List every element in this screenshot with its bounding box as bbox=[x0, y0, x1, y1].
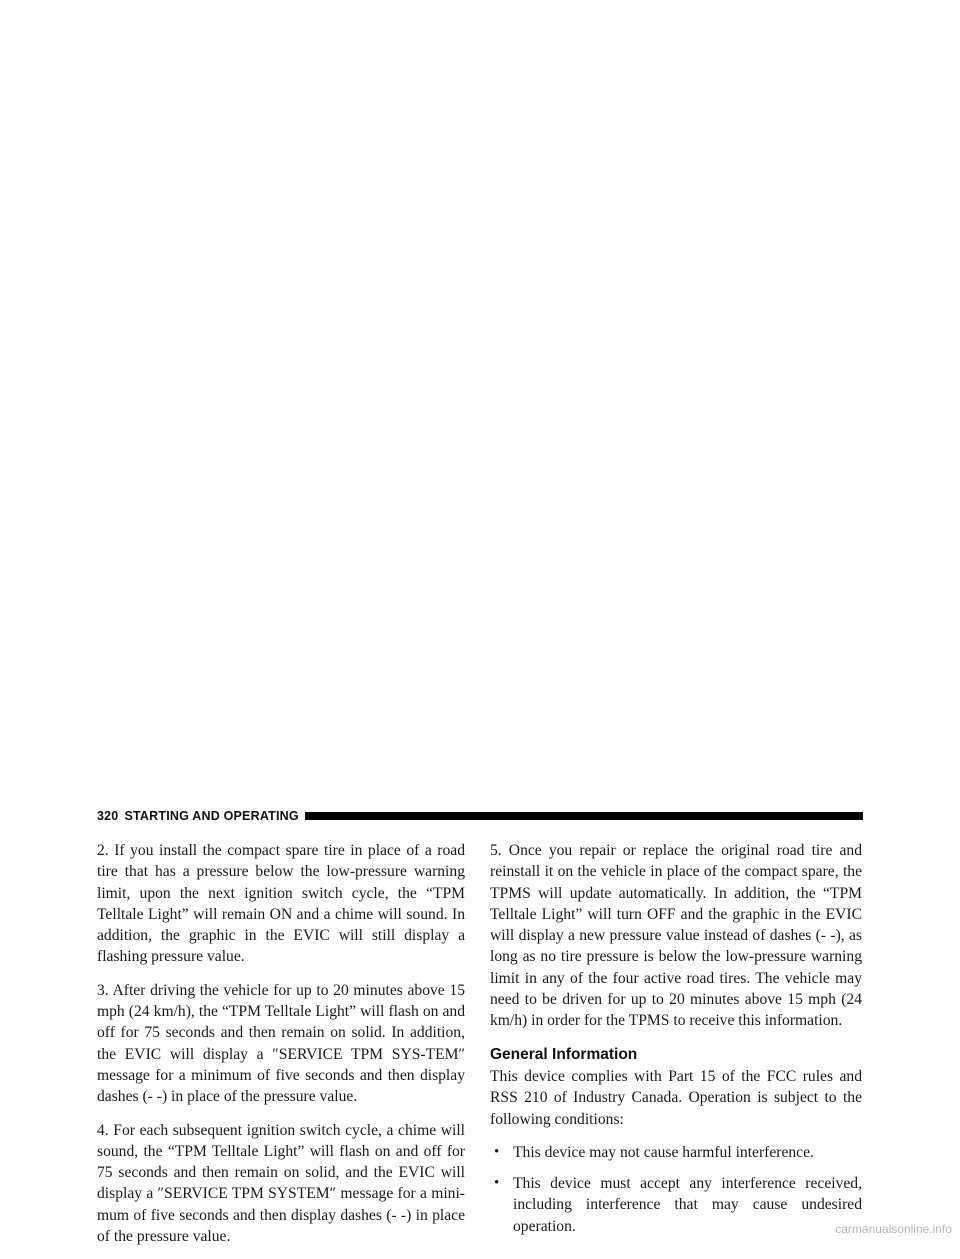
conditions-list bbox=[490, 1142, 862, 1237]
paragraph-step-5: 5. Once you repair or replace the original road tire and reinstall it on the vehicle in place of the compact spare, the TPMS will update automatically. In addition, the “TPM Telltale Light” will turn OFF and the graphic in the EVIC will display a new pressure value instead of dashes (- -), as long as no tire pressure is below the low-pressure warning limit in any of the four active road tires. The vehicle may need to be driven for up to 20 minutes above 15 mph (24 km/h) in order for the TPMS to receive this information. bbox=[490, 842, 862, 1030]
paragraph-step-4: 4. For each subsequent ignition switch cycle, a chime will sound, the “TPM Telltale Light” will flash on and off for 75 seconds and then remain on solid, and the EVIC will display a ″SERVICE TPM SYSTEM″ message for a mini-mum of five seconds and then display dashes (- -) in place of the pressure value. bbox=[97, 1121, 465, 1246]
page-number: 320 bbox=[97, 809, 119, 823]
paragraph-step-2: 2. If you install the compact spare tire in place of a road tire that has a pressure below the low-pressure warning limit, upon the next ignition switch cycle, the “TPM Telltale Light” will remain ON and a chime will sound. In addition, the graphic in the EVIC will still display a flashing pressure value. bbox=[97, 842, 465, 966]
watermark: carmanualsonline.info bbox=[835, 1222, 952, 1236]
section-title: STARTING AND OPERATING bbox=[124, 809, 299, 823]
page-header bbox=[97, 808, 863, 824]
list-item-text: This device must accept any interference received, including interference that may cause undesired operation. bbox=[513, 1175, 862, 1235]
bullet-icon: • bbox=[494, 1143, 500, 1160]
right-column bbox=[490, 840, 862, 1247]
left-column bbox=[97, 840, 465, 1259]
fcc-intro-paragraph: This device complies with Part 15 of the FCC rules and RSS 210 of Industry Canada. Operation is subject to the following conditions: bbox=[490, 1067, 862, 1128]
paragraph-step-3: 3. After driving the vehicle for up to 20 minutes above 15 mph (24 km/h), the “TPM Telltale Light” will flash on and off for 75 seconds and then remain on solid. In addition, the EVIC will display a ″SERVICE TPM SYS-TEM″ message for a minimum of five seconds and then display dashes (- -) in place of the pressure value. bbox=[97, 981, 465, 1106]
list-item bbox=[490, 1173, 862, 1237]
list-item bbox=[490, 1142, 862, 1163]
bullet-icon: • bbox=[494, 1175, 500, 1192]
general-information-heading: General Information bbox=[490, 1045, 638, 1063]
header-rule bbox=[305, 812, 863, 820]
list-item-text: This device may not cause harmful interference. bbox=[513, 1143, 814, 1161]
